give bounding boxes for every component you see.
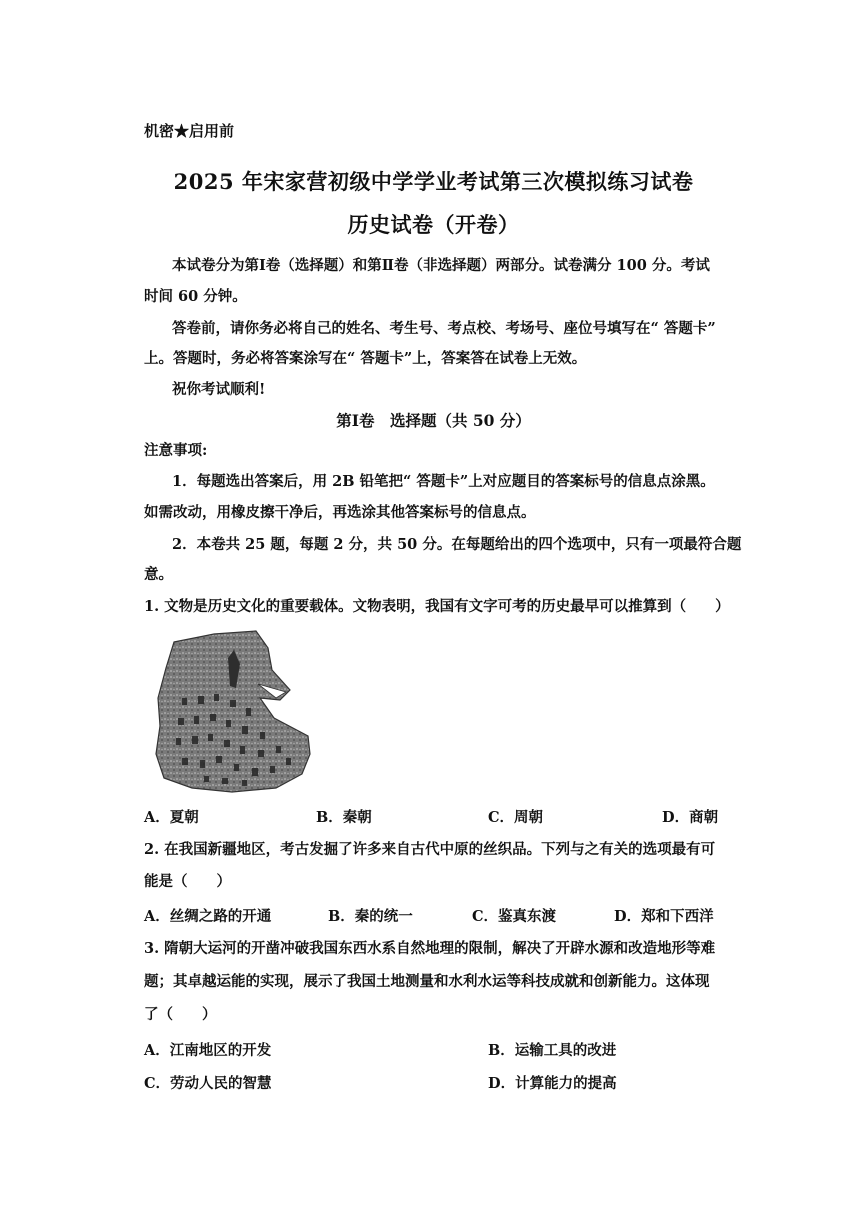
q3-option-a: A．江南地区的开发 [144, 1042, 272, 1059]
q1-option-b: B．秦朝 [316, 809, 372, 826]
q1-option-a: A．夏朝 [144, 809, 199, 826]
q1-option-c: C．周朝 [488, 809, 544, 826]
question-3-stem-line-2: 题；其卓越运能的实现，展示了我国土地测量和水利水运等科技成就和创新能力。这体现 [144, 973, 710, 990]
intro-line-2-cont: 上。答题时，务必将答案涂写在“ 答题卡”上，答案答在试卷上无效。 [144, 350, 587, 367]
question-2-stem: 2. 在我国新疆地区，考古发掘了许多来自古代中原的丝织品。下列与之有关的选项最有可 [144, 841, 716, 858]
q2-option-d: D．郑和下西洋 [614, 908, 714, 925]
oracle-bone-image [152, 628, 314, 794]
q2-option-a: A．丝绸之路的开通 [144, 908, 272, 925]
q2-option-b: B．秦的统一 [328, 908, 413, 925]
question-1-stem: 1. 文物是历史文化的重要载体。文物表明，我国有文字可考的历史最早可以推算到（ ） [144, 598, 730, 615]
notice-item-1-cont: 如需改动，用橡皮擦干净后，再选涂其他答案标号的信息点。 [144, 504, 536, 521]
q2-option-c: C．鉴真东渡 [472, 908, 557, 925]
notice-item-2: 2．本卷共 25 题，每题 2 分，共 50 分。在每题给出的四个选项中，只有一项最符合题 [172, 536, 742, 553]
notice-label: 注意事项: [144, 442, 208, 459]
q3-option-d: D．计算能力的提高 [488, 1075, 617, 1092]
notice-item-2-cont: 意。 [144, 566, 173, 583]
confidential-mark: 机密★启用前 [144, 122, 235, 140]
exam-subtitle: 历史试卷（开卷） [347, 212, 520, 237]
question-2-stem-cont: 能是（ ） [144, 873, 231, 890]
q1-option-d: D．商朝 [662, 809, 719, 826]
question-3-stem-line-1: 3. 隋朝大运河的开凿冲破我国东西水系自然地理的限制，解决了开辟水源和改造地形等难 [144, 940, 716, 957]
intro-line-1: 本试卷分为第Ⅰ卷（选择题）和第Ⅱ卷（非选择题）两部分。试卷满分 100 分。考试 [172, 257, 710, 274]
exam-title: 2025 年宋家营初级中学学业考试第三次模拟练习试卷 [173, 169, 694, 194]
good-luck-text: 祝你考试顺利! [172, 381, 266, 398]
notice-item-1: 1．每题选出答案后，用 2B 铅笔把“ 答题卡”上对应题目的答案标号的信息点涂黑。 [172, 473, 715, 490]
question-3-stem-line-3: 了（ ） [144, 1006, 217, 1023]
q3-option-c: C．劳动人民的智慧 [144, 1075, 272, 1092]
section-title: 第Ⅰ卷 选择题（共 50 分） [336, 411, 531, 430]
q3-option-b: B．运输工具的改进 [488, 1042, 617, 1059]
intro-line-2: 答卷前，请你务必将自己的姓名、考生号、考点校、考场号、座位号填写在“ 答题卡” [172, 320, 716, 337]
intro-line-1-cont: 时间 60 分钟。 [144, 288, 247, 305]
